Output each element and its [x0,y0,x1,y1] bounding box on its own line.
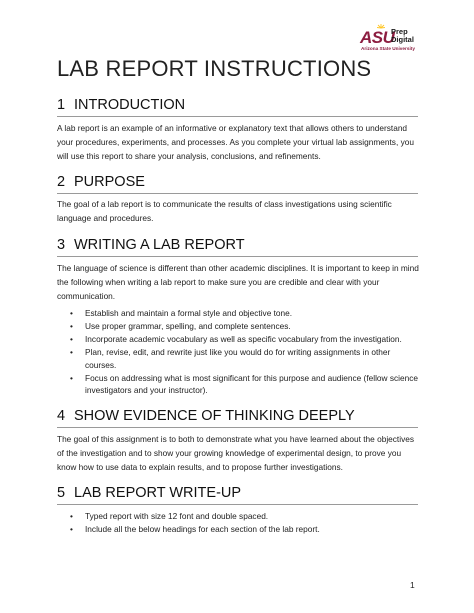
section-heading-writing-lab-report [57,237,418,257]
bullet-icon: • [70,372,73,383]
bullet-list [57,307,420,397]
section-number: 3 [57,237,66,253]
list-item-text: Use proper grammar, spelling, and complete sentences. [85,320,291,331]
bullet-icon: • [70,346,73,357]
section-title: INTRODUCTION [74,97,186,113]
section-heading-lab-report-write-up [57,485,418,505]
list-item-text: Focus on addressing what is most significant for this purpose and audience (fellow science investigators and your instructor). [85,372,418,396]
list-item-text: Incorporate academic vocabulary as well as specific vocabulary from the investigation. [85,333,402,344]
section-paragraph: The goal of a lab report is to communicate the results of class investigations using scientific language and procedures. [57,199,392,223]
section-heading-show-evidence [57,408,418,428]
section-number: 2 [57,174,66,190]
list-item [57,510,420,523]
page-title: LAB REPORT INSTRUCTIONS [57,56,372,81]
bullet-icon: • [70,333,73,344]
section-heading-purpose [57,174,418,194]
list-item [57,307,420,320]
bullet-list [57,510,420,536]
bullet-icon: • [70,511,73,521]
list-item [57,320,420,333]
section-paragraph: A lab report is an example of an informative or explanatory text that allows others to understand your procedures, experiments, and processes. As you complete your virtual lab assignments, you will use this report to share your analysis, conclusions, and refinements. [57,123,414,161]
section-title: WRITING A LAB REPORT [74,237,245,253]
list-item [57,346,420,372]
logo-subtitle: Arizona State University [361,46,415,51]
list-item-text: Include all the below headings for each section of the lab report. [85,523,320,534]
logo-line2: Digital [391,34,414,44]
section-number: 5 [57,485,66,501]
bullet-icon: • [70,320,73,331]
bullet-icon: • [70,523,73,534]
section-paragraph: The language of science is different than other academic disciplines. It is important to keep in mind the following when writing a lab report to make sure you are credible and clear with your communication. [57,263,419,301]
section-title: LAB REPORT WRITE-UP [74,485,242,501]
section-number: 4 [57,408,66,424]
section-paragraph: The goal of this assignment is to both to demonstrate what you have learned about the objectives of the investigation and to show your growing knowledge of experimental design, to prove you know how to use data to explain results, and to propose further investigations. [57,434,414,472]
list-item [57,333,420,346]
list-item-text: Plan, revise, edit, and rewrite just like you would do for writing assignments in other courses. [85,346,391,370]
logo-name [391,28,414,43]
list-item-text: Establish and maintain a formal style and objective tone. [85,308,293,318]
section-title: PURPOSE [74,174,145,190]
list-item [57,372,420,398]
page-number: 1 [410,580,415,590]
list-item [57,523,420,536]
logo-line1: Prep [391,27,408,36]
section-number: 1 [57,97,66,113]
section-title: SHOW EVIDENCE OF THINKING DEEPLY [74,408,355,424]
logo-mark: ASU [360,28,395,47]
bullet-icon: • [70,308,73,318]
section-heading-introduction [57,97,418,117]
list-item-text: Typed report with size 12 font and double spaced. [85,511,269,521]
